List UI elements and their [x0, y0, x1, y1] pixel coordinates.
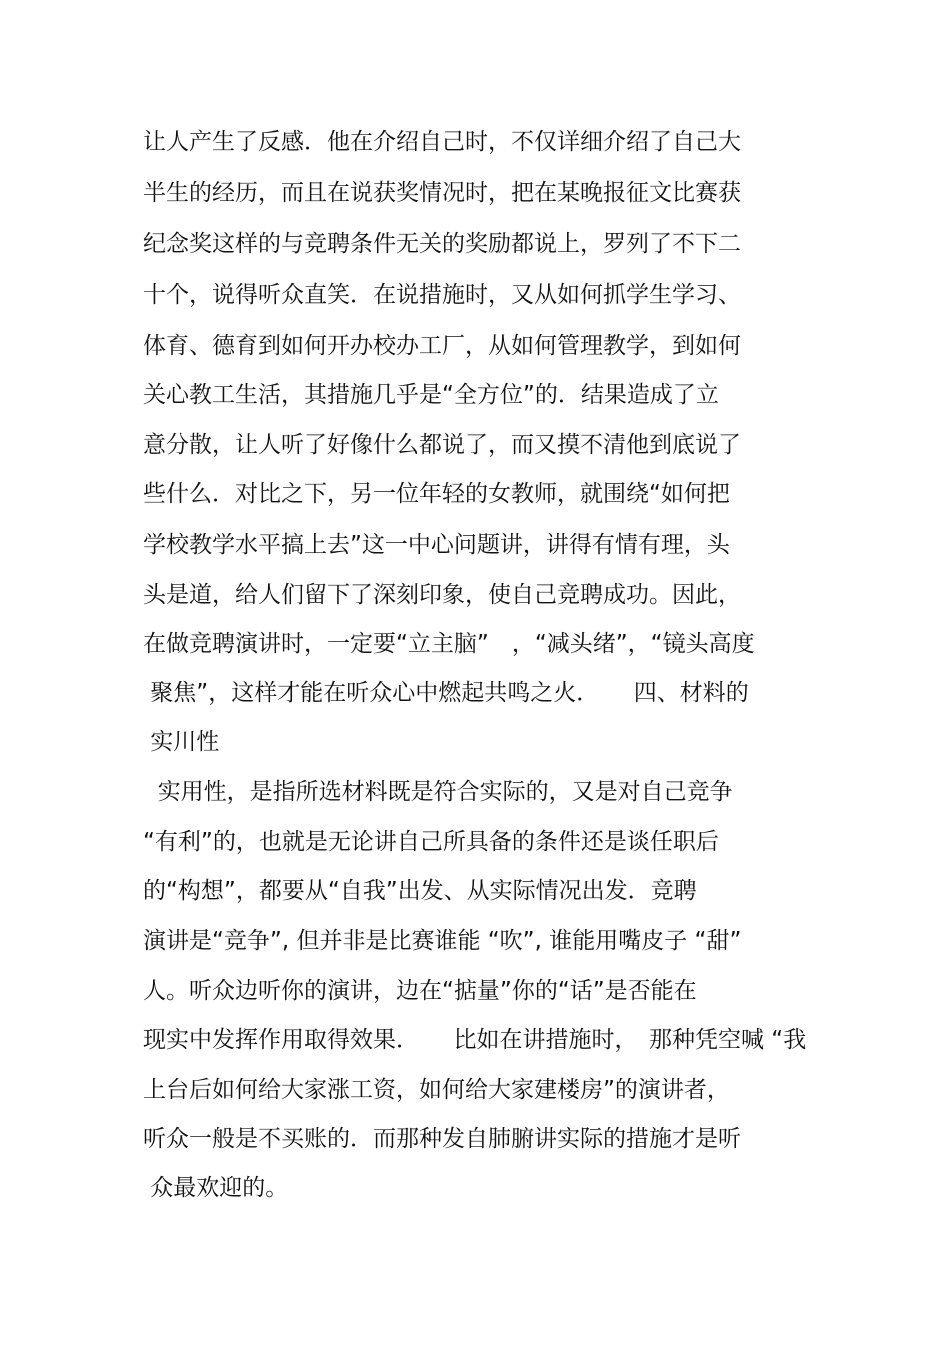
text-line: 关心教工生活，其措施几乎是“全方位”的．结果造成了立: [143, 382, 719, 408]
text-line: 演讲是“竞争”, 但并非是比赛谁能 “吹”, 谁能用嘴皮子 “甜”: [143, 928, 742, 954]
text-line: 十个，说得听众直笑．在说措施时，又从如何抓学生学习、: [143, 282, 741, 308]
text-line: “有利”的，也就是无论讲自己所具备的条件还是谈任职后: [143, 829, 719, 855]
text-line: 纪念奖这样的与竞聘条件无关的奖励都说上，罗列了不下二: [143, 231, 741, 257]
text-line: 聚焦”，这样才能在听众心中燃起共鸣之火． 四、材料的: [143, 680, 749, 706]
text-line: 众最欢迎的。: [143, 1175, 289, 1201]
text-line: 听众一般是不买账的．而那种发自肺腑讲实际的措施才是听: [143, 1126, 741, 1152]
text-line: 体育、德育到如何开办校办工厂，从如何管理教学，到如何: [143, 333, 741, 359]
text-line: 实川性: [143, 729, 220, 755]
text-line: 学校教学水平搞上去”这一中心问题讲，讲得有情有理，头: [143, 532, 730, 558]
text-line: 头是道，给人们留下了深刻印象，使自己竞聘成功。因此，: [143, 582, 741, 608]
text-line: 让人产生了反感．他在介绍自己时，不仅详细介绍了自己大: [143, 129, 741, 155]
text-line: 半生的经历，而且在说获奖情况时，把在某晚报征文比赛获: [143, 180, 741, 206]
text-line: 上台后如何给大家涨工资，如何给大家建楼房”的演讲者，: [143, 1077, 730, 1103]
text-line: 的“构想”，都要从“自我”出发、从实际情况出发．竞聘: [143, 878, 697, 904]
text-line: 现实中发挥作用取得效果． 比如在讲措施时， 那种凭空喊 “我: [143, 1027, 807, 1053]
text-line: 实用性，是指所选材料既是符合实际的，又是对自己竞争: [143, 779, 733, 805]
text-line: 在做竞聘演讲时，一定要“立主脑” ，“减头绪”，“镜头高度: [143, 631, 755, 657]
text-line: 意分散，让人听了好像什么都说了，而又摸不清他到底说了: [143, 432, 741, 458]
text-line: 些什么．对比之下，另一位年轻的女教师，就围绕“如何把: [143, 481, 730, 507]
text-line: 人。听众边听你的演讲，边在“掂量”你的“话”是否能在: [143, 978, 697, 1004]
